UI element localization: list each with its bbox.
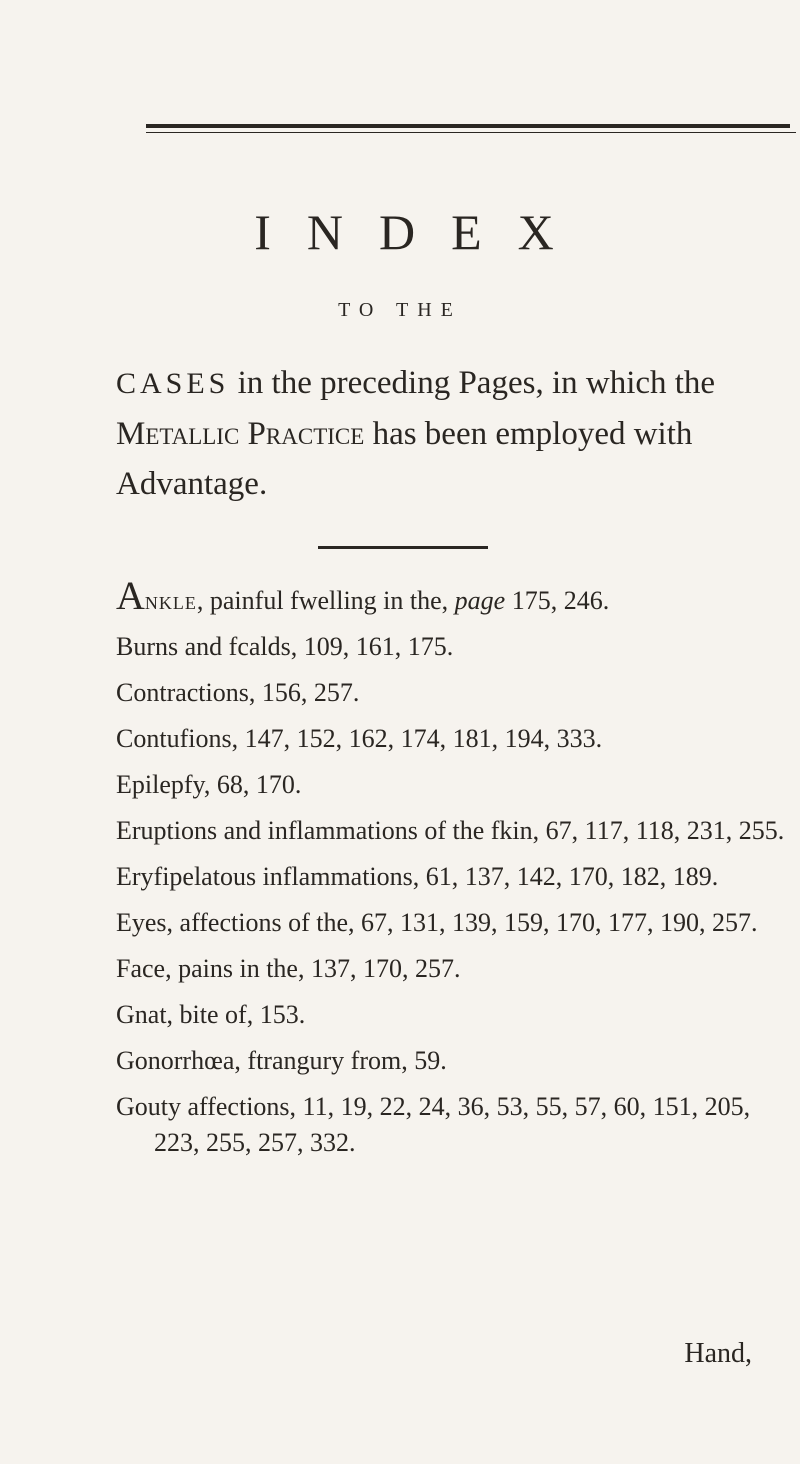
- intro-line-1: [116, 358, 796, 409]
- page-subtitle: TO THE: [338, 299, 462, 321]
- index-entry: [116, 767, 796, 803]
- index-entry: [116, 629, 796, 665]
- entry-text: affections,: [181, 1092, 303, 1121]
- top-rule-thin: [146, 132, 796, 133]
- index-entry: [116, 573, 796, 619]
- entry-text: , bite of,: [166, 1000, 260, 1029]
- entry-headword: Gonorrhœa: [116, 1046, 235, 1075]
- index-entry: [116, 951, 796, 987]
- entry-numbers: 156, 257.: [261, 678, 360, 707]
- entry-numbers: 67, 131, 139, 159, 170, 177, 190, 257.: [361, 908, 758, 937]
- entry-numbers: 175, 246.: [505, 586, 610, 615]
- intro-line-3: Advantage.: [116, 466, 268, 502]
- entry-numbers: 11, 19, 22, 24, 36, 53, 55, 57, 60, 151, 205, 223, 255, 257, 332.: [154, 1092, 751, 1157]
- entry-page-label: page: [454, 586, 506, 615]
- entry-headword: Eryfipelatous: [116, 862, 257, 891]
- index-entry: [116, 1043, 796, 1079]
- entry-headword: Epilepfy: [116, 770, 204, 799]
- intro-line-2: [116, 409, 796, 459]
- entry-text: and inflammations of the fkin,: [217, 816, 546, 845]
- entry-text: ,: [203, 770, 217, 799]
- intro-paragraph: [116, 358, 796, 509]
- entry-headword: Gouty: [116, 1092, 181, 1121]
- entry-text: , pains in the,: [165, 954, 311, 983]
- entry-numbers: 59.: [414, 1046, 447, 1075]
- entry-numbers: 68, 170.: [216, 770, 302, 799]
- entry-initial: A: [116, 573, 145, 618]
- index-entry: [116, 813, 796, 849]
- index-entry: [116, 1089, 796, 1161]
- catchword: Hand,: [684, 1338, 752, 1369]
- entry-text: ,: [248, 678, 262, 707]
- page-title: INDEX: [254, 204, 590, 260]
- intro-line-2-rest: has been employed with: [364, 416, 693, 452]
- section-divider: [318, 546, 488, 549]
- entry-numbers: 147, 152, 162, 174, 181, 194, 333.: [244, 724, 603, 753]
- entry-numbers: 67, 117, 118, 231, 255.: [545, 816, 785, 845]
- index-entries: [116, 573, 796, 1171]
- entry-text: inflammations,: [256, 862, 426, 891]
- entry-numbers: 61, 137, 142, 170, 182, 189.: [425, 862, 719, 891]
- entry-headword: Gnat: [116, 1000, 167, 1029]
- entry-text: , painful fwelling in the,: [196, 586, 455, 615]
- index-entry: [116, 675, 796, 711]
- entry-headword: Face: [116, 954, 166, 983]
- entry-text: ,: [231, 724, 245, 753]
- entry-headword: Contufions: [116, 724, 232, 753]
- entry-numbers: 137, 170, 257.: [310, 954, 461, 983]
- intro-line-1-rest: in the preceding Pages, in which the: [229, 365, 716, 401]
- index-entry: [116, 905, 796, 941]
- top-rule-thick: [146, 124, 790, 128]
- entry-numbers: 109, 161, 175.: [303, 632, 454, 661]
- index-entry: [116, 997, 796, 1033]
- entry-headword: Eyes: [116, 908, 167, 937]
- intro-lead: CASES: [116, 367, 230, 400]
- entry-numbers: 153.: [259, 1000, 306, 1029]
- entry-headword: nkle: [144, 586, 197, 615]
- entry-text: , ftrangury from,: [234, 1046, 415, 1075]
- entry-headword: Eruptions: [116, 816, 218, 845]
- top-double-rule: [146, 124, 796, 142]
- entry-text: and fcalds,: [178, 632, 304, 661]
- index-entry: [116, 859, 796, 895]
- entry-headword: Contractions: [116, 678, 249, 707]
- entry-headword: Burns: [116, 632, 179, 661]
- entry-text: , affections of the,: [166, 908, 362, 937]
- intro-small-caps: Metallic Practice: [116, 416, 365, 452]
- index-entry: [116, 721, 796, 757]
